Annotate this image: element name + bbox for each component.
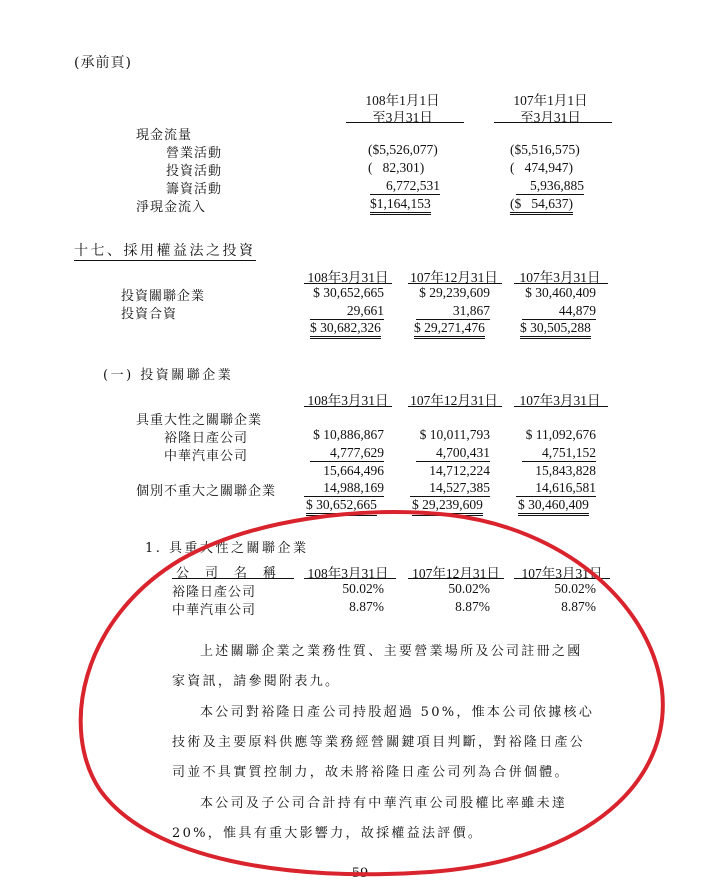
cf-header-2-underline [494, 122, 612, 123]
s17-row-label: 投資關聯企業 [121, 289, 206, 304]
material-cell: 8.87% [561, 599, 596, 614]
ss1-cell: 14,988,169 [304, 480, 384, 497]
paragraph-line: 司並不具實質控制力，故未將裕隆日產公司列為合併個體。 [172, 765, 570, 780]
paragraph-line: 本公司對裕隆日產公司持股超過 50%，惟本公司依據核心 [200, 705, 595, 720]
paragraph-line: 本公司及子公司合計持有中華汽車公司股權比率雖未達 [200, 796, 568, 811]
ss1-cell: $ 11,092,676 [525, 427, 596, 442]
s17-header-underline [514, 283, 608, 284]
s17-cell: $ 30,460,409 [525, 285, 596, 300]
material-cell: 8.87% [349, 599, 384, 614]
cf-header-2-line1: 107年1月1日 [513, 93, 588, 108]
s17-header: 108年3月31日 [307, 270, 389, 285]
material-header: 107年3月31日 [521, 566, 603, 581]
paragraph-line: 上述關聯企業之業務性質、主要營業場所及公司註冊之國 [200, 644, 583, 659]
cf-header-1-line2: 至3月31日 [372, 110, 433, 125]
ss1-cell: 4,700,431 [416, 445, 490, 462]
s17-header-underline [304, 283, 392, 284]
s17-total: $ 30,682,326 [310, 320, 381, 339]
ss1-header: 107年12月31日 [410, 393, 498, 408]
ss1-subtotal: 15,664,496 [323, 463, 384, 478]
material-header-underline [408, 578, 504, 579]
cf-row-v2: ($5,516,575) [510, 142, 580, 157]
s17-cell: 29,661 [310, 303, 384, 320]
s17-header: 107年12月31日 [410, 270, 498, 285]
continued-label: (承前頁) [74, 55, 132, 71]
cf-row-label: 營業活動 [166, 146, 223, 161]
ss1-cell: $ 10,011,793 [419, 427, 490, 442]
s17-cell: $ 30,652,665 [313, 285, 384, 300]
subsection-1-title: (一) 投資關聯企業 [103, 368, 234, 383]
cf-row-v1: ($5,526,077) [368, 142, 438, 157]
ss1-cell: $ 10,886,867 [313, 427, 384, 442]
cf-row-v1: ( 82,301) [368, 160, 425, 175]
s17-row-label: 投資合資 [121, 307, 178, 322]
section-17-title: 十七、採用權益法之投資 [74, 240, 256, 261]
ss1-header-underline [408, 406, 502, 407]
cf-row-v2: 5,936,885 [516, 178, 584, 195]
ss1-header-underline [304, 406, 392, 407]
cf-section-label: 現金流量 [136, 128, 193, 143]
ss1-cell: 4,777,629 [310, 445, 384, 462]
material-name-header: 公司名稱 [176, 566, 293, 581]
cf-total-v1: $1,164,153 [370, 196, 431, 215]
material-row-label: 裕隆日產公司 [172, 585, 257, 600]
ss1-group-label: 具重大性之關聯企業 [136, 413, 263, 428]
ss1-cell: 4,751,152 [522, 445, 596, 462]
material-cell: 50.02% [448, 581, 490, 596]
material-cell: 50.02% [554, 581, 596, 596]
material-title: 1. 具重大性之關聯企業 [145, 541, 309, 556]
s17-cell: 44,879 [522, 303, 596, 320]
material-header-underline [514, 578, 610, 579]
cf-row-v2: ( 474,947) [510, 160, 573, 175]
page-number: - 59 - [343, 866, 377, 881]
s17-header: 107年3月31日 [519, 270, 601, 285]
cf-row-v1: 6,772,531 [370, 178, 440, 195]
paragraph-line: 家資訊，請參閱附表九。 [172, 674, 341, 689]
s17-cell: $ 29,239,609 [419, 285, 490, 300]
cf-total-label: 淨現金流入 [136, 200, 207, 215]
paragraph-line: 技術及主要原料供應等業務經營關鍵項目判斷，對裕隆日產公 [172, 735, 586, 750]
material-header-underline [304, 578, 396, 579]
material-cell: 50.02% [342, 581, 384, 596]
cf-total-v2: ($ 54,637) [510, 196, 573, 215]
cf-header-2-line2: 至3月31日 [520, 110, 581, 125]
ss1-row-label: 裕隆日產公司 [164, 431, 249, 446]
ss1-header: 107年3月31日 [519, 393, 601, 408]
s17-cell: 31,867 [416, 303, 490, 320]
cf-row-label: 籌資活動 [166, 182, 223, 197]
ss1-subtotal: 14,712,224 [429, 463, 490, 478]
cf-header-1-line1: 108年1月1日 [365, 93, 440, 108]
ss1-cell: 14,616,581 [516, 480, 596, 497]
cf-row-label: 投資活動 [166, 164, 223, 179]
s17-total: $ 30,505,288 [520, 320, 591, 339]
paragraph-line: 20%，惟具有重大影響力，故採權益法評價。 [172, 826, 484, 841]
ss1-total: $ 30,460,409 [518, 497, 589, 516]
cf-header-1-underline [346, 122, 464, 123]
ss1-subtotal: 15,843,828 [535, 463, 596, 478]
ss1-other-label: 個別不重大之關聯企業 [136, 484, 277, 499]
ss1-total: $ 29,239,609 [412, 497, 483, 516]
material-header: 107年12月31日 [412, 566, 500, 581]
ss1-total: $ 30,652,665 [306, 497, 377, 516]
ss1-cell: 14,527,385 [410, 480, 490, 497]
material-cell: 8.87% [455, 599, 490, 614]
ss1-header-underline [514, 406, 608, 407]
material-row-label: 中華汽車公司 [172, 603, 257, 618]
material-header-underline [172, 578, 294, 579]
s17-total: $ 29,271,476 [414, 320, 485, 339]
ss1-row-label: 中華汽車公司 [164, 449, 249, 464]
ss1-header: 108年3月31日 [307, 393, 389, 408]
material-header: 108年3月31日 [307, 566, 389, 581]
s17-header-underline [408, 283, 502, 284]
